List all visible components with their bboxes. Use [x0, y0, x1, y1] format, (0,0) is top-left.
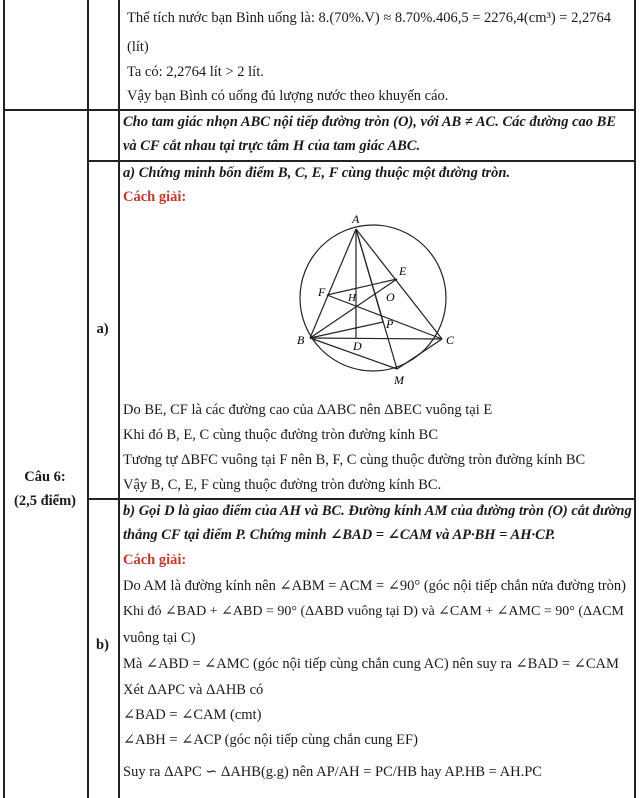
part-b-prompt-2: thẳng CF tại điểm P. Chứng minh ∠BAD = ∠CAM và AP·BH = AH·CP. — [123, 527, 556, 543]
label-p: P — [386, 317, 394, 331]
side-ab — [310, 229, 356, 338]
volume-line: Thể tích nước bạn Bình uống là: 8.(70%.V) ≈ 8.70%.406,5 = 2276,4(cm³) = 2,2764 — [127, 10, 611, 26]
label-h: H — [348, 292, 356, 304]
question-intro-2: và CF cắt nhau tại trực tâm H của tam giác ABC. — [123, 138, 421, 154]
label-d: D — [353, 339, 362, 353]
label-c: C — [446, 333, 455, 347]
part-a-line-1: Do BE, CF là các đường cao của ΔABC nên ΔBEC vuông tại E — [123, 402, 493, 418]
table-border-col — [87, 0, 89, 798]
part-b-line-1: Do AM là đường kính nên ∠ABM = ACM = ∠90° (góc nội tiếp chắn nửa đường tròn) — [123, 578, 627, 594]
compare-line: Ta có: 2,2764 lít > 2 lít. — [127, 64, 264, 80]
part-b-line-5: Xét ΔAPC và ΔAHB có — [123, 682, 264, 698]
part-b-prompt-1: b) Gọi D là giao điểm của AH và BC. Đường kính AM của đường tròn (O) cắt đường — [123, 503, 632, 519]
label-e: E — [399, 264, 407, 278]
question-intro-1: Cho tam giác nhọn ABC nội tiếp đường tròn (O), với AB ≠ AC. Các đường cao BE — [123, 114, 617, 130]
question-points: (2,5 điểm) — [13, 493, 76, 509]
part-a-label: a) — [96, 321, 109, 337]
part-b-line-2: Khi đó ∠BAD + ∠ABD = 90° (ΔABD vuông tại D) và ∠CAM + ∠AMC = 90° (ΔACM — [123, 604, 624, 619]
table-border-col2 — [118, 0, 120, 798]
side-bc — [310, 338, 442, 339]
table-border-left — [3, 0, 5, 798]
part-b-line-8: Suy ra ΔAPC ∽ ΔAHB(g.g) nên AP/AH = PC/HB hay AP.HB = AH.PC — [123, 764, 542, 780]
part-b-label: b) — [96, 637, 109, 653]
part-a-line-4: Vậy B, C, E, F cùng thuộc đường tròn đường kính BC. — [123, 477, 442, 493]
question-label: Câu 6: — [24, 469, 66, 485]
part-a-line-3: Tương tự ΔBFC vuông tại F nên B, F, C cùng thuộc đường tròn đường kính BC — [123, 452, 586, 468]
geometry-figure — [290, 212, 490, 392]
unit-line: (lít) — [127, 39, 149, 55]
label-a: A — [352, 212, 360, 226]
label-m: M — [394, 373, 404, 387]
row-divider-top — [3, 109, 635, 111]
segment-cm — [397, 339, 442, 369]
part-b-line-7: ∠ABH = ∠ACP (góc nội tiếp cùng chắn cung EF) — [123, 732, 418, 748]
conclusion-line: Vậy bạn Bình có uống đủ lượng nước theo khuyến cáo. — [127, 88, 449, 104]
label-b: B — [297, 333, 305, 347]
part-b-line-3: vuông tại C) — [123, 630, 196, 646]
part-b-line-6: ∠BAD = ∠CAM (cmt) — [123, 707, 262, 723]
part-b-solution-label: Cách giải: — [123, 552, 187, 568]
part-a-solution-label: Cách giải: — [123, 189, 187, 205]
part-a-line-2: Khi đó B, E, C cùng thuộc đường tròn đường kính BC — [123, 427, 439, 443]
row-divider-intro — [87, 160, 635, 162]
row-divider-ab — [87, 498, 635, 500]
label-f: F — [318, 285, 326, 299]
part-b-line-4: Mà ∠ABD = ∠AMC (góc nội tiếp cùng chắn cung AC) nên suy ra ∠BAD = ∠CAM — [123, 656, 619, 672]
table-border-right — [634, 0, 636, 798]
label-o: O — [386, 290, 395, 304]
part-a-prompt: a) Chứng minh bốn điểm B, C, E, F cùng thuộc một đường tròn. — [123, 165, 511, 181]
